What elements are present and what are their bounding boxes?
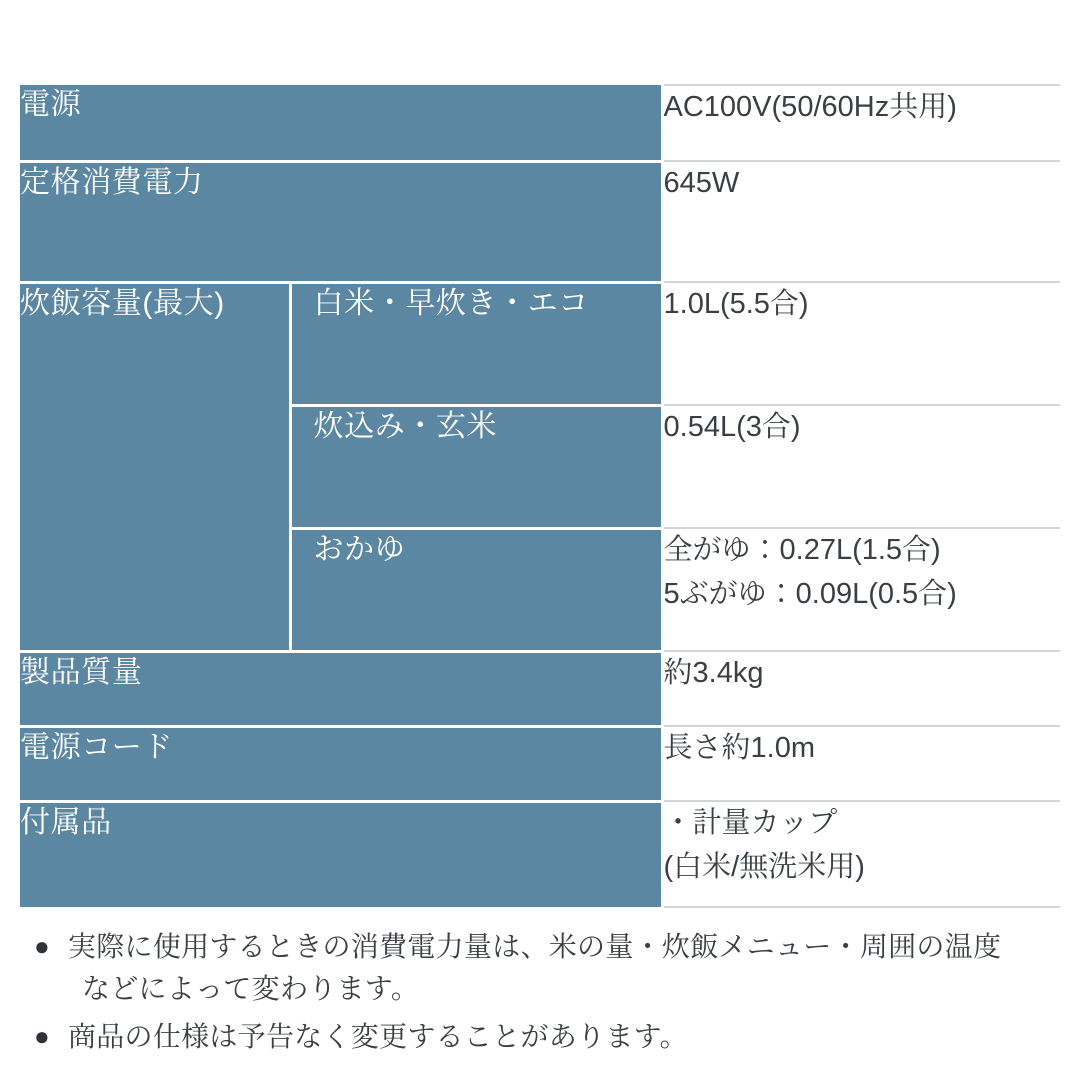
row-label-power-source: 電源	[20, 85, 662, 161]
value-line: 1.0L(5.5合)	[663, 288, 809, 320]
footnote-item	[34, 1016, 1064, 1058]
row-label-accessories: 付属品	[20, 801, 662, 907]
specifications-table	[20, 84, 1060, 908]
value-line: 0.54L(3合)	[663, 411, 801, 443]
value-line: 長さ約1.0m	[663, 732, 815, 764]
value-line: 約3.4kg	[663, 657, 764, 689]
bullet-icon: ●	[34, 931, 50, 961]
row-value-porridge	[662, 528, 1060, 651]
row-value-white-rice	[662, 282, 1060, 405]
table-row	[20, 651, 1060, 726]
table-row	[20, 726, 1060, 801]
row-value-power-source	[662, 85, 1060, 161]
table-row	[20, 85, 1060, 161]
footnote-text-continuation: などによって変わります。	[82, 973, 420, 1004]
value-line: 645W	[663, 167, 740, 199]
row-label-product-weight: 製品質量	[20, 651, 662, 726]
footnotes	[34, 926, 1064, 1058]
footnote-item	[34, 926, 1064, 1010]
footnote-text: 商品の仕様は予告なく変更することがあります。	[68, 1021, 688, 1052]
row-sublabel-porridge: おかゆ	[290, 528, 662, 651]
row-sublabel-mixed-brown-rice: 炊込み・玄米	[290, 405, 662, 528]
value-line: AC100V(50/60Hz共用)	[663, 91, 957, 123]
value-line: ・計量カップ	[663, 807, 838, 839]
row-label-cooking-capacity: 炊飯容量(最大)	[20, 282, 290, 651]
value-line: 5ぶがゆ：0.09L(0.5合)	[663, 577, 957, 610]
value-line: 全がゆ：0.27L(1.5合)	[663, 534, 941, 566]
row-value-mixed-brown-rice	[662, 405, 1060, 528]
bullet-icon: ●	[34, 1021, 50, 1051]
table-row	[20, 282, 1060, 405]
row-value-rated-power	[662, 161, 1060, 282]
row-value-power-cord	[662, 726, 1060, 801]
value-line: (白米/無洗米用)	[663, 850, 865, 883]
row-value-accessories	[662, 801, 1060, 907]
table-row	[20, 161, 1060, 282]
footnote-text: 実際に使用するときの消費電力量は、米の量・炊飯メニュー・周囲の温度	[68, 931, 1002, 962]
row-label-power-cord: 電源コード	[20, 726, 662, 801]
row-label-rated-power: 定格消費電力	[20, 161, 662, 282]
table-row	[20, 801, 1060, 907]
row-value-product-weight	[662, 651, 1060, 726]
row-sublabel-white-rice: 白米・早炊き・エコ	[290, 282, 662, 405]
